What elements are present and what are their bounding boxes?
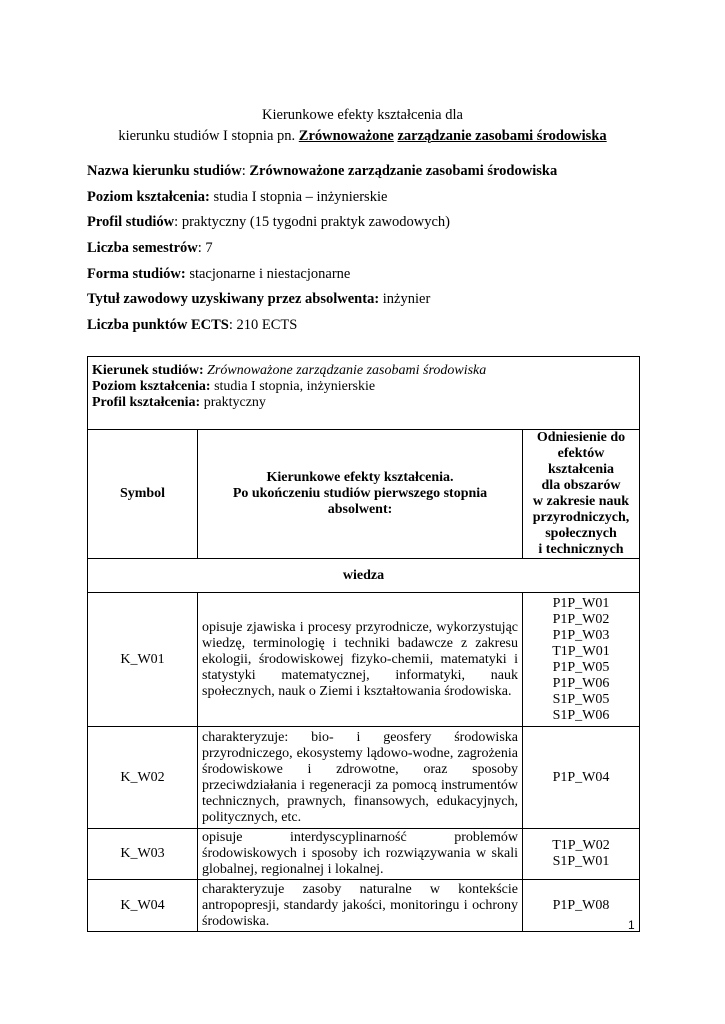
info-value: 210 ECTS [236, 317, 298, 334]
info-row [87, 262, 647, 288]
info-row [87, 287, 647, 313]
row-symbol: K_W02 [88, 727, 198, 829]
info-label: Nazwa kierunku studiów [87, 163, 242, 179]
meta-poziom-label: Poziom kształcenia: [92, 379, 211, 394]
table-row [88, 727, 640, 829]
header-effects: Kierunkowe efekty kształcenia. Po ukończeniu studiów pierwszego stopnia absolwent: [198, 430, 523, 559]
info-row: Liczba semestrów: 7 [87, 240, 213, 257]
info-value: Zrównoważone zarządzanie zasobami środowiska [249, 163, 558, 179]
meta-kierunek-value: Zrównoważone zarządzanie zasobami środowiska [207, 363, 487, 378]
table-row [88, 880, 640, 932]
info-row: Profil studiów: praktyczny (15 tygodni praktyk zawodowych) [87, 214, 450, 231]
info-row [87, 185, 647, 211]
table-meta-cell [88, 357, 640, 430]
row-symbol: K_W01 [88, 593, 198, 727]
row-references: P1P_W04 [523, 727, 640, 829]
info-value: studia I stopnia – inżynierskie [213, 188, 388, 205]
info-row: Nazwa kierunku studiów: Zrównoważone zarządzanie zasobami środowiska [87, 163, 558, 179]
table-meta-row [88, 357, 640, 430]
info-value: praktyczny (15 tygodni praktyk zawodowych) [181, 214, 450, 231]
row-description: charakteryzuje zasoby naturalne w kontekście antropopresji, standardy jakości, monitoringu i ochrony środowiska. [198, 880, 523, 932]
row-references: P1P_W08 [523, 880, 640, 932]
section-row [88, 559, 640, 593]
info-row: Liczba punktów ECTS: 210 ECTS [87, 317, 298, 334]
meta-poziom-value: studia I stopnia, inżynierskie [214, 379, 376, 394]
info-label: Liczba semestrów [87, 240, 198, 257]
section-label: wiedza [88, 559, 640, 593]
table-row [88, 829, 640, 880]
info-value: inżynier [382, 291, 431, 308]
header-symbol: Symbol [88, 430, 198, 559]
row-references: P1P_W01 P1P_W02 P1P_W03 T1P_W01 P1P_W05 P1P_W06 S1P_W05 S1P_W06 [523, 593, 640, 727]
title-name-b: zarządzanie zasobami środowiska [397, 128, 607, 144]
info-label: Poziom kształcenia: [87, 188, 210, 205]
info-label: Forma studiów: [87, 265, 186, 282]
title-line-1: Kierunkowe efekty kształcenia dla [262, 107, 463, 123]
meta-profil-value: praktyczny [203, 395, 266, 410]
page-number: 1 [628, 918, 635, 932]
title-line-2 [0, 126, 725, 147]
info-label: Liczba punktów ECTS [87, 317, 229, 334]
title-prefix: kierunku studiów I stopnia pn. [118, 128, 299, 144]
meta-kierunek-label: Kierunek studiów: [92, 363, 204, 378]
row-description: charakteryzuje: bio- i geosfery środowiska przyrodniczego, ekosystemy lądowo-wodne, zagrożenia środowiskowe i zdrowotne, oraz sposoby przeciwdziałania i regeneracji za pomocą instrumentów technicznych, prawnych, finansowych, edukacyjnych, politycznych, etc. [198, 727, 523, 829]
table-header-row [88, 430, 640, 559]
header-references: Odniesienie do efektów kształcenia dla obszarów w zakresie nauk przyrodniczych, społecznych i technicznych [523, 430, 640, 559]
info-value: 7 [205, 240, 213, 257]
row-description: opisuje zjawiska i procesy przyrodnicze, wykorzystując wiedzę, terminologię i techniki badawcze z zakresu ekologii, środowiskowej fizyko-chemii, matematyki i statystyki matematycznej, informatyki, nauk społecznych, nauk o Ziemi i kształtowania środowiska. [198, 593, 523, 727]
table-row [88, 593, 640, 727]
title-name-a: Zrównoważone [298, 128, 394, 144]
meta-profil-label: Profil kształcenia: [92, 395, 201, 410]
study-info [87, 159, 647, 339]
info-label: Profil studiów [87, 214, 175, 231]
row-references: T1P_W02 S1P_W01 [523, 829, 640, 880]
learning-outcomes-table [87, 356, 640, 932]
info-label: Tytuł zawodowy uzyskiwany przez absolwenta: [87, 291, 380, 308]
document-title [0, 105, 725, 147]
row-description: opisuje interdyscyplinarność problemów środowiskowych i sposoby ich rozwiązywania w skali globalnej, regionalnej i lokalnej. [198, 829, 523, 880]
row-symbol: K_W04 [88, 880, 198, 932]
info-value: stacjonarne i niestacjonarne [189, 265, 351, 282]
row-symbol: K_W03 [88, 829, 198, 880]
